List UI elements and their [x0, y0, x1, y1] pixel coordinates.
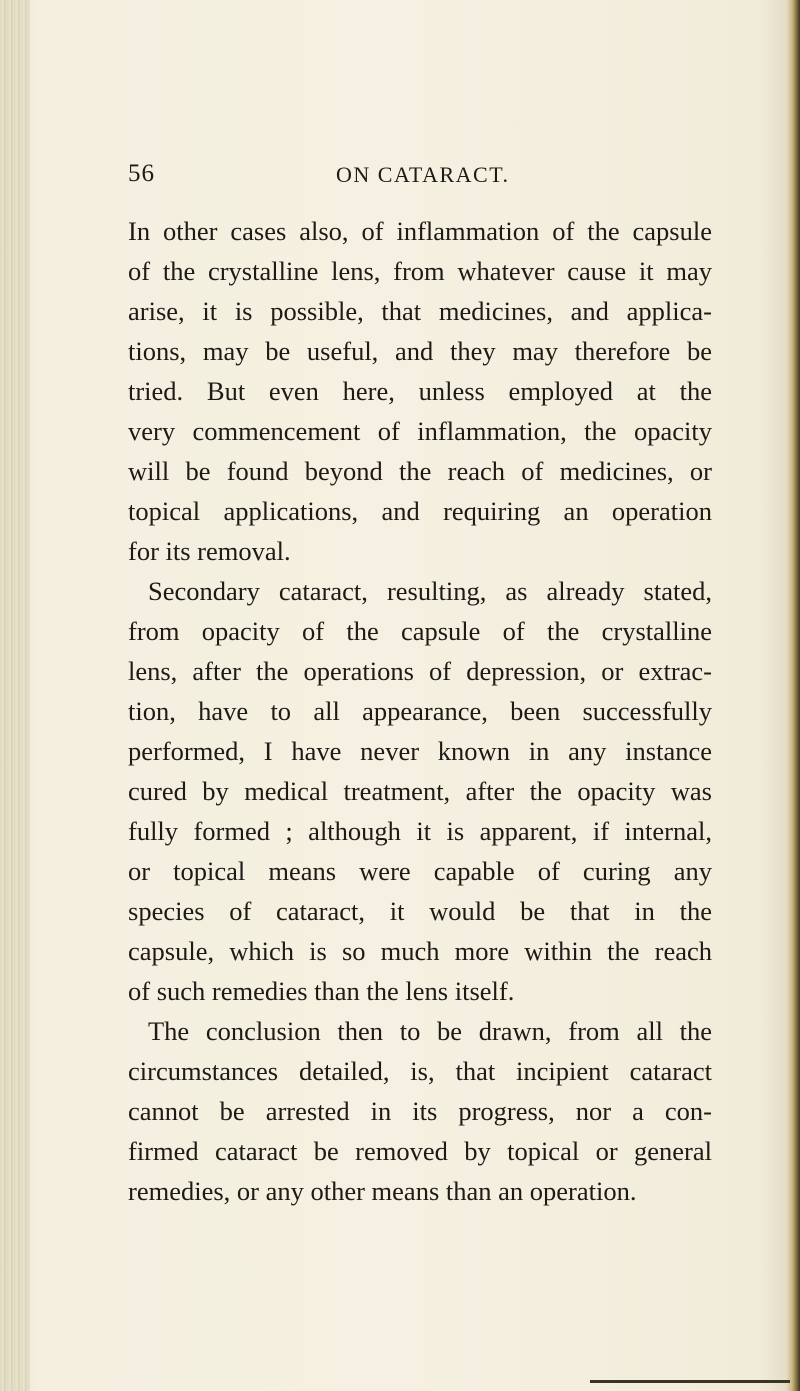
text-line: of the crystalline lens, from whatever cause it may: [128, 256, 712, 286]
text-line: fully formed ; although it is apparent, if internal,: [128, 816, 712, 846]
text-line: tried. But even here, unless employed at the: [128, 376, 712, 406]
text-line: arise, it is possible, that medicines, and applica-: [128, 296, 712, 326]
text-line: In other cases also, of inflammation of the capsule: [128, 216, 712, 246]
page-right-edge: [786, 0, 800, 1391]
text-line: for its removal.: [128, 536, 291, 566]
text-line: from opacity of the capsule of the crystalline: [128, 616, 712, 646]
body-text: [128, 211, 712, 1211]
running-title: ON CATARACT.: [336, 162, 510, 187]
text-line: cured by medical treatment, after the opacity was: [128, 776, 712, 806]
text-line: tion, have to all appearance, been successfully: [128, 696, 712, 726]
bottom-rule: [590, 1380, 790, 1383]
page-binding-edge: [0, 0, 30, 1391]
page-number: 56: [128, 160, 155, 187]
text-line: very commencement of inflammation, the opacity: [128, 416, 712, 446]
text-line: of such remedies than the lens itself.: [128, 976, 515, 1006]
text-line: will be found beyond the reach of medicines, or: [128, 456, 712, 486]
text-line: remedies, or any other means than an operation.: [128, 1176, 637, 1206]
text-line: Secondary cataract, resulting, as already stated,: [148, 576, 712, 606]
text-line: capsule, which is so much more within the reach: [128, 936, 712, 966]
text-line: circumstances detailed, is, that incipient cataract: [128, 1056, 712, 1086]
text-line: performed, I have never known in any instance: [128, 736, 712, 766]
page-header: [128, 160, 688, 192]
text-line: cannot be arrested in its progress, nor a con-: [128, 1096, 712, 1126]
text-line: or topical means were capable of curing any: [128, 856, 712, 886]
text-line: species of cataract, it would be that in the: [128, 896, 712, 926]
text-line: lens, after the operations of depression, or extrac-: [128, 656, 712, 686]
text-line: topical applications, and requiring an operation: [128, 496, 712, 526]
text-line: The conclusion then to be drawn, from all the: [148, 1016, 712, 1046]
text-line: firmed cataract be removed by topical or general: [128, 1136, 712, 1166]
text-line: tions, may be useful, and they may therefore be: [128, 336, 712, 366]
